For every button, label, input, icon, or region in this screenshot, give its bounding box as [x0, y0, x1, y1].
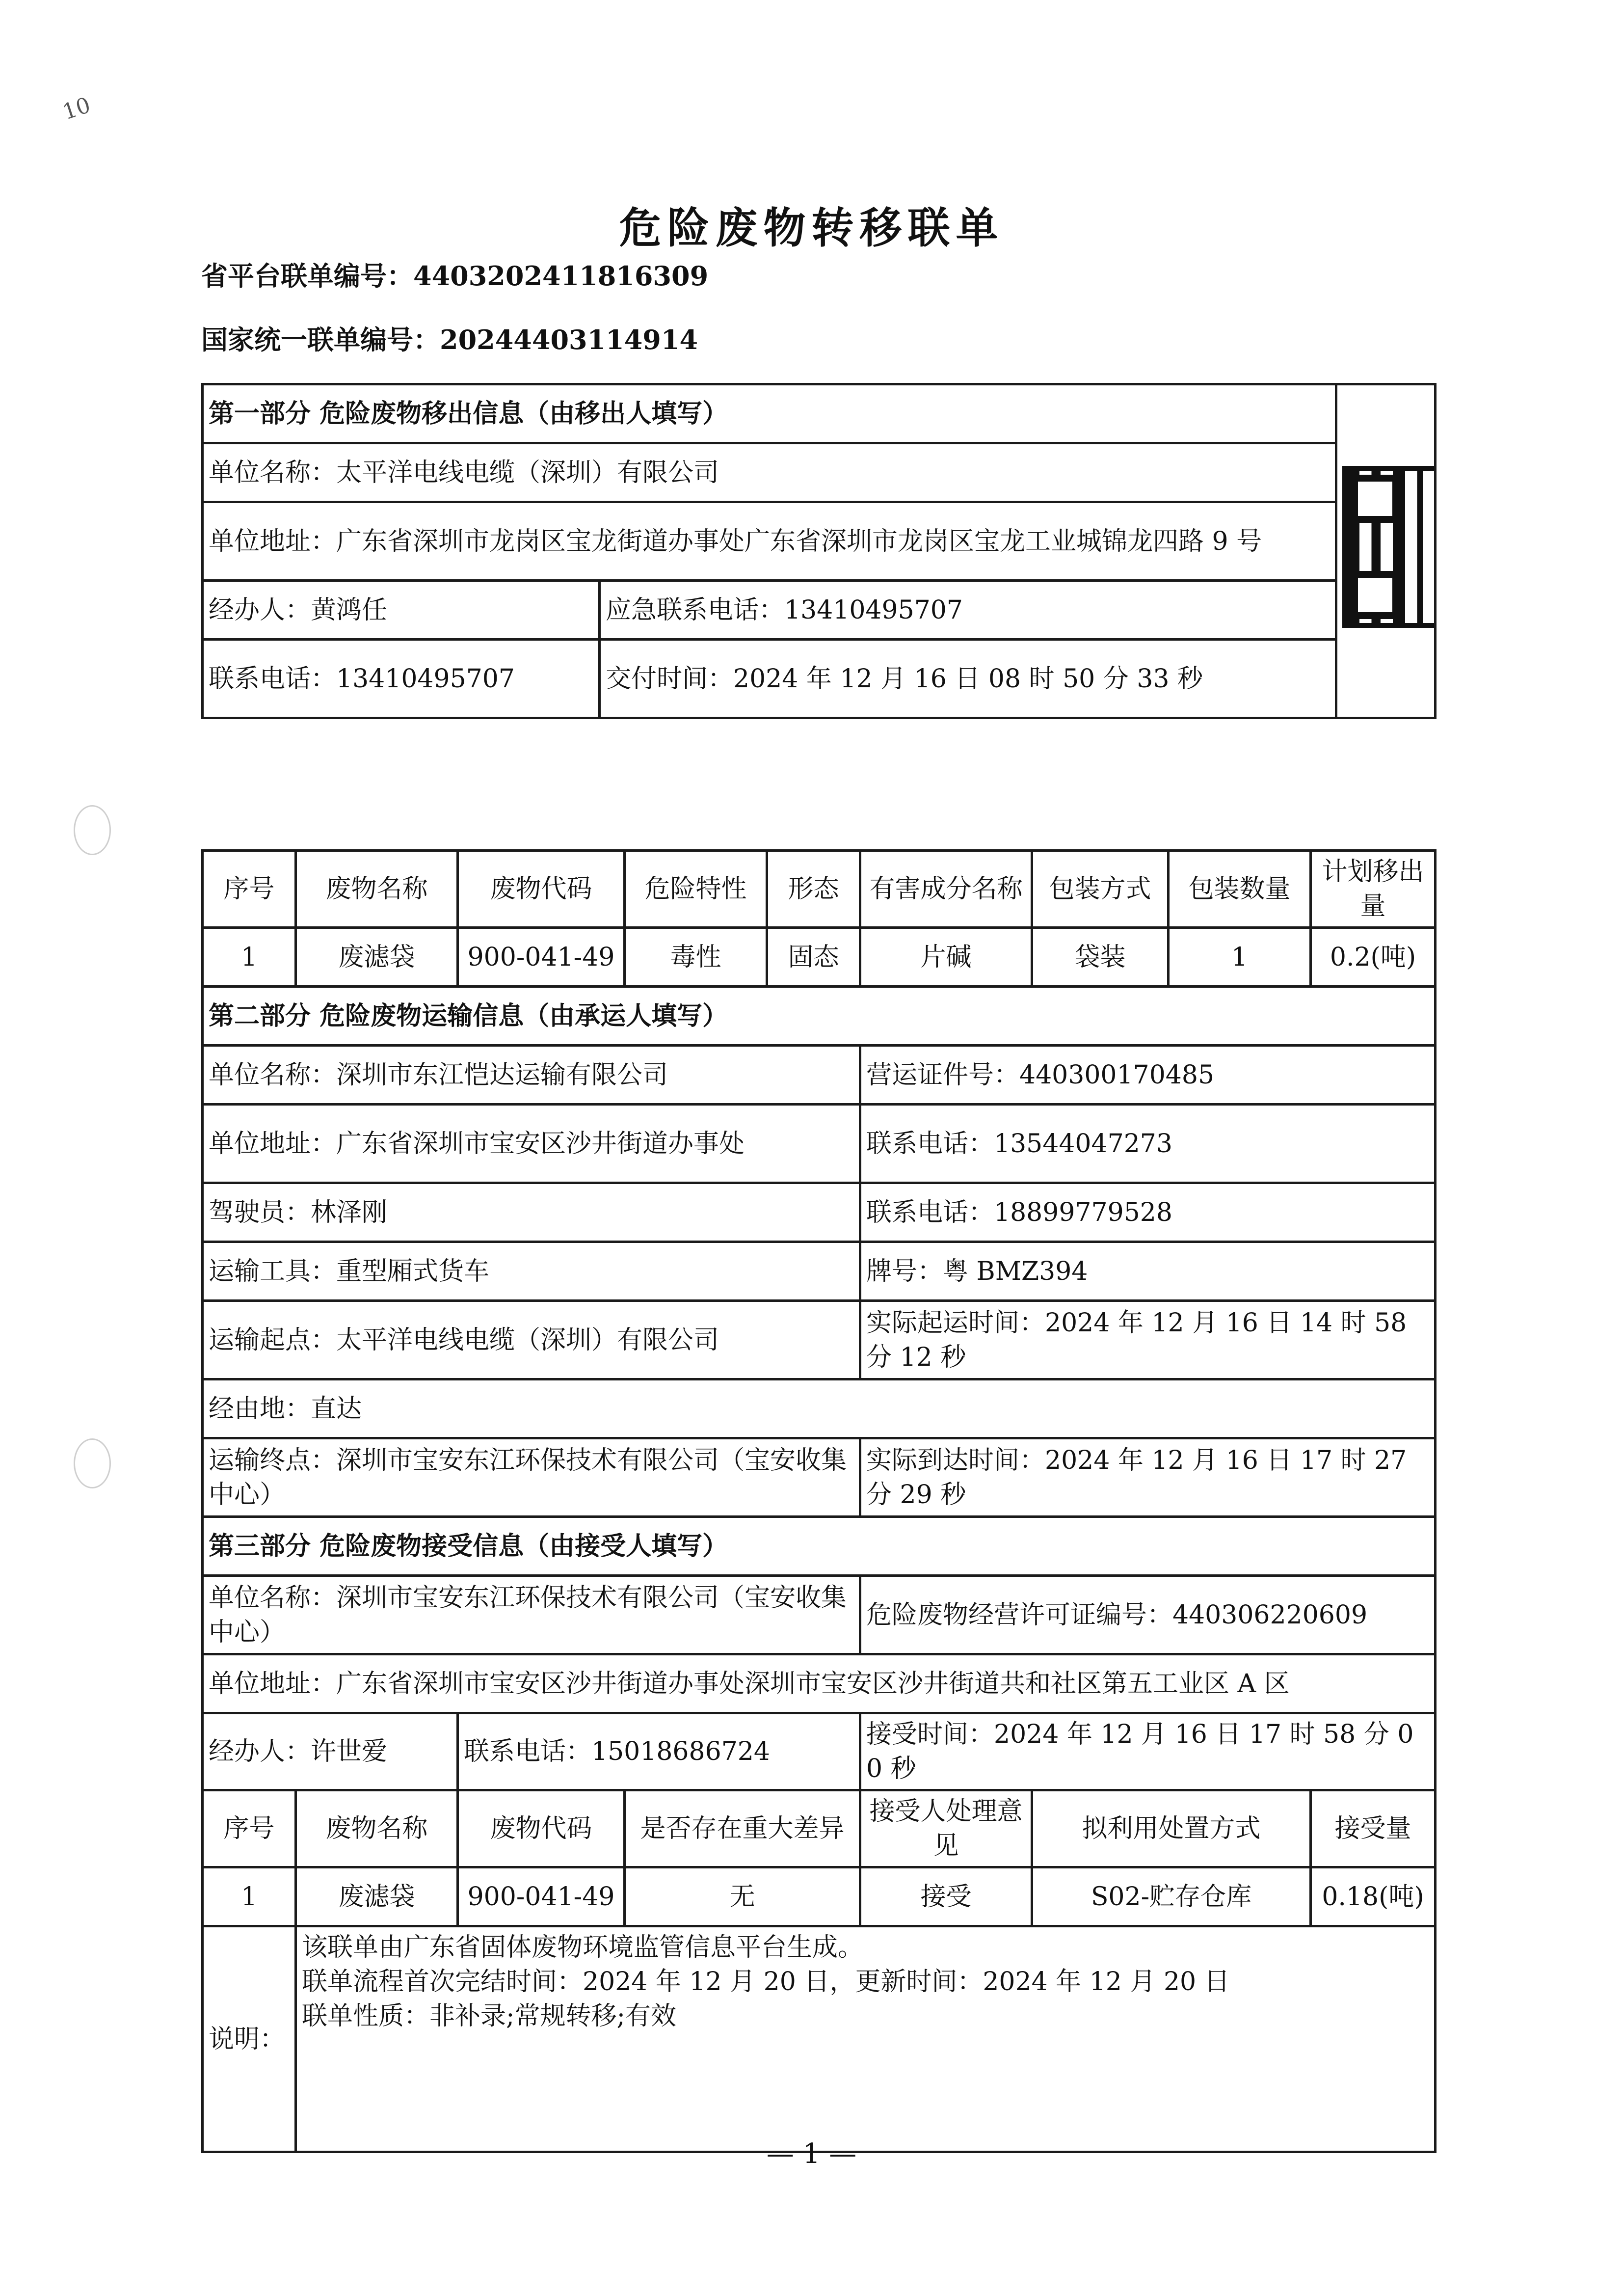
emergency-phone-label: 应急联系电话：	[606, 595, 785, 625]
table-cell: 废滤袋	[296, 1867, 458, 1926]
table-cell: 无	[625, 1867, 860, 1926]
unit-name-value: 深圳市宝安东江环保技术有限公司（宝安收集中心）	[209, 1583, 847, 1647]
col-header: 序号	[203, 851, 296, 928]
table-cell: 0.2(吨)	[1311, 928, 1436, 987]
address-value: 广东省深圳市宝安区沙井街道办事处	[336, 1129, 745, 1159]
table-cell: 固态	[767, 928, 860, 987]
license-label: 危险废物经营许可证编号：	[866, 1600, 1173, 1630]
part1-delivery-time	[600, 640, 1436, 718]
col-header: 是否存在重大差异	[625, 1790, 860, 1867]
part1-title: 第一部分 危险废物移出信息（由移出人填写）	[203, 384, 1336, 443]
part2-arrival-time	[860, 1438, 1436, 1517]
province-number-label: 省平台联单编号：	[201, 260, 413, 292]
unit-name-label: 单位名称：	[209, 1583, 337, 1613]
start-time-value: 2024 年 12 月 16 日 14 时 58 分 12 秒	[866, 1308, 1407, 1372]
arrival-time-value: 2024 年 12 月 16 日 17 时 27 分 29 秒	[866, 1445, 1407, 1510]
punch-hole-top	[74, 805, 111, 855]
table-cell: 1	[203, 928, 296, 987]
table-cell: 900-041-49	[458, 928, 625, 987]
destination-value: 深圳市宝安东江环保技术有限公司（宝安收集中心）	[209, 1445, 847, 1510]
note-line: 该联单由广东省固体废物环境监管信息平台生成。	[302, 1933, 864, 1962]
table-cell: 1	[1169, 928, 1311, 987]
driver-value: 林泽刚	[311, 1197, 388, 1227]
address-label: 单位地址：	[209, 1669, 337, 1699]
phone-label: 联系电话：	[209, 664, 337, 694]
table-cell: 0.18(吨)	[1311, 1867, 1436, 1926]
table-cell: 袋装	[1032, 928, 1169, 987]
part3-license	[860, 1576, 1436, 1654]
province-number-value: 4403202411816309	[413, 260, 709, 292]
col-header: 拟利用处置方式	[1032, 1790, 1311, 1867]
receipt-header-row	[203, 1790, 1436, 1867]
plate-label: 牌号：	[866, 1256, 943, 1286]
origin-value: 太平洋电线电缆（深圳）有限公司	[336, 1325, 719, 1355]
part2-plate	[860, 1242, 1436, 1301]
col-header: 有害成分名称	[860, 851, 1032, 928]
part2-permit	[860, 1046, 1436, 1105]
col-header: 计划移出量	[1311, 851, 1436, 928]
part3-handler	[203, 1713, 458, 1790]
part1-phone	[203, 640, 600, 718]
note-line: 联单流程首次完结时间：2024 年 12 月 20 日，更新时间：2024 年 12 月 20 日	[302, 1967, 1230, 1997]
page-number: — 1 —	[766, 2138, 857, 2170]
part2-driver-phone	[860, 1183, 1436, 1242]
part1-address	[203, 502, 1336, 581]
delivery-time-value: 2024 年 12 月 16 日 08 时 50 分 33 秒	[733, 664, 1203, 694]
col-header: 序号	[203, 1790, 296, 1867]
col-header: 接受量	[1311, 1790, 1436, 1867]
handler-label: 经办人：	[209, 595, 311, 625]
main-table	[201, 849, 1437, 2153]
part3-phone	[458, 1713, 860, 1790]
col-header: 形态	[767, 851, 860, 928]
arrival-time-label: 实际到达时间：	[866, 1445, 1045, 1475]
handler-value: 黄鸿任	[311, 595, 388, 625]
table-cell: 毒性	[625, 928, 767, 987]
part3-receive-time	[860, 1713, 1436, 1790]
part3-unit-name	[203, 1576, 860, 1654]
permit-value: 440300170485	[1019, 1060, 1215, 1090]
waste-header-row	[203, 851, 1436, 928]
plate-value: 粤 BMZ394	[943, 1256, 1088, 1286]
table-row	[203, 928, 1436, 987]
part3-address	[203, 1654, 1436, 1713]
col-header: 包装数量	[1169, 851, 1311, 928]
origin-label: 运输起点：	[209, 1325, 337, 1355]
col-header: 包装方式	[1032, 851, 1169, 928]
permit-label: 营运证件号：	[866, 1060, 1020, 1090]
route-label: 经由地：	[209, 1394, 311, 1424]
part1-table	[201, 383, 1437, 719]
receive-time-label: 接受时间：	[866, 1720, 994, 1749]
col-header: 危险特性	[625, 851, 767, 928]
unit-name-label: 单位名称：	[209, 1060, 337, 1090]
national-number-label: 国家统一联单编号：	[201, 324, 440, 355]
unit-name-label: 单位名称：	[209, 458, 337, 487]
handler-label: 经办人：	[209, 1737, 311, 1766]
table-cell: 接受	[860, 1867, 1032, 1926]
qr-code-icon	[1342, 466, 1436, 628]
address-label: 单位地址：	[209, 1129, 337, 1159]
phone-label: 联系电话：	[464, 1737, 592, 1766]
notes-content	[296, 1926, 1436, 2152]
part2-title: 第二部分 危险废物运输信息（由承运人填写）	[203, 987, 1436, 1046]
document-title: 危险废物转移联单	[619, 203, 1004, 253]
part2-route	[203, 1379, 1436, 1438]
delivery-time-label: 交付时间：	[606, 664, 734, 694]
col-header: 接受人处理意见	[860, 1790, 1032, 1867]
handwritten-mark: 10	[59, 92, 94, 125]
part2-destination	[203, 1438, 860, 1517]
part2-driver	[203, 1183, 860, 1242]
table-cell: 1	[203, 1867, 296, 1926]
col-header: 废物代码	[458, 851, 625, 928]
part1-handler	[203, 581, 600, 640]
address-value: 广东省深圳市宝安区沙井街道办事处深圳市宝安区沙井街道共和社区第五工业区 A 区	[336, 1669, 1290, 1699]
table-cell: 片碱	[860, 928, 1032, 987]
part2-origin	[203, 1301, 860, 1379]
part2-vehicle	[203, 1242, 860, 1301]
handler-value: 许世爱	[311, 1737, 388, 1766]
notes-label: 说明：	[203, 1926, 296, 2152]
phone-value: 13544047273	[994, 1129, 1172, 1159]
phone-label: 联系电话：	[866, 1129, 994, 1159]
address-value: 广东省深圳市龙岗区宝龙街道办事处广东省深圳市龙岗区宝龙工业城锦龙四路 9 号	[336, 526, 1262, 556]
table-cell: 废滤袋	[296, 928, 458, 987]
col-header: 废物名称	[296, 1790, 458, 1867]
driver-label: 驾驶员：	[209, 1197, 311, 1227]
part3-title: 第三部分 危险废物接受信息（由接受人填写）	[203, 1517, 1436, 1576]
part1-emergency-phone	[600, 581, 1336, 640]
punch-hole-bottom	[74, 1438, 111, 1488]
destination-label: 运输终点：	[209, 1445, 337, 1475]
note-line: 联单性质：非补录;常规转移;有效	[302, 2001, 677, 2031]
emergency-phone-value: 13410495707	[784, 595, 963, 625]
vehicle-value: 重型厢式货车	[336, 1256, 490, 1286]
route-value: 直达	[311, 1394, 362, 1424]
part1-unit-name	[203, 443, 1336, 502]
receive-time-value: 2024 年 12 月 16 日 17 时 58 分 00 秒	[866, 1720, 1414, 1783]
part2-phone	[860, 1105, 1436, 1183]
part2-unit-name	[203, 1046, 860, 1105]
table-cell: S02-贮存仓库	[1032, 1867, 1311, 1926]
part2-address	[203, 1105, 860, 1183]
province-manifest-number	[201, 255, 708, 293]
unit-name-value: 深圳市东江恺达运输有限公司	[336, 1060, 668, 1090]
driver-phone-value: 18899779528	[994, 1197, 1172, 1227]
address-label: 单位地址：	[209, 526, 337, 556]
table-cell: 900-041-49	[458, 1867, 625, 1926]
driver-phone-label: 联系电话：	[866, 1197, 994, 1227]
phone-value: 15018686724	[591, 1737, 770, 1766]
start-time-label: 实际起运时间：	[866, 1308, 1045, 1338]
col-header: 废物代码	[458, 1790, 625, 1867]
national-manifest-number	[201, 319, 698, 357]
vehicle-label: 运输工具：	[209, 1256, 337, 1286]
part2-start-time	[860, 1301, 1436, 1379]
col-header: 废物名称	[296, 851, 458, 928]
table-row	[203, 1867, 1436, 1926]
national-number-value: 20244403114914	[440, 324, 698, 355]
license-value: 440306220609	[1172, 1600, 1368, 1630]
phone-value: 13410495707	[336, 664, 515, 694]
unit-name-value: 太平洋电线电缆（深圳）有限公司	[336, 458, 719, 487]
